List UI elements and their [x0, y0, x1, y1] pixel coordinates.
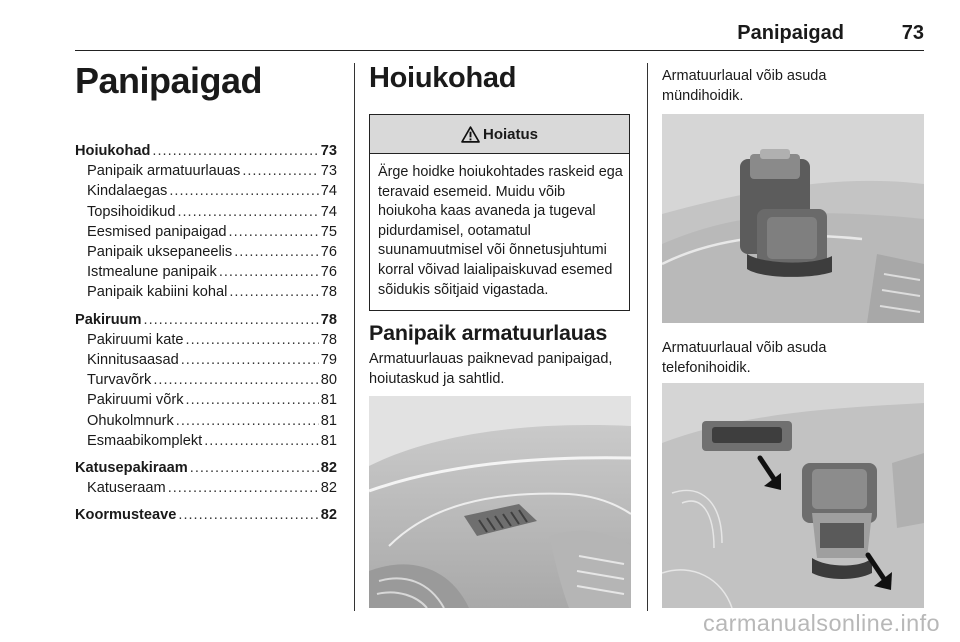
toc-leader-dots [186, 330, 319, 350]
dashboard-storage-photo [369, 396, 631, 608]
toc-leader-dots [176, 411, 319, 431]
toc-entry-title: Topsihoidikud [87, 203, 176, 220]
toc-entry-page: 79 [320, 352, 337, 369]
toc-leader-dots [242, 161, 318, 181]
toc-entry-page: 73 [320, 143, 337, 159]
toc-entry-title: Kindalaegas [87, 183, 168, 200]
toc-leader-dots [229, 282, 318, 302]
toc-leader-dots [186, 390, 319, 410]
header-title: Panipaigad [737, 22, 844, 44]
toc-entry[interactable] [75, 282, 337, 302]
toc-entry-title: Koormusteave [75, 507, 177, 524]
toc-entry[interactable] [75, 222, 337, 242]
toc-entry[interactable] [75, 330, 337, 350]
phone-holder-photo [662, 383, 924, 608]
toc-leader-dots [190, 458, 319, 478]
toc-entry[interactable] [75, 350, 337, 370]
toc-entry-page: 78 [320, 311, 337, 328]
toc-entry-page: 82 [320, 460, 337, 477]
toc-entry[interactable] [75, 262, 337, 282]
toc-entry-page: 80 [320, 372, 337, 389]
toc-leader-dots [229, 222, 319, 242]
toc-entry-title: Pakiruumi kate [87, 331, 184, 348]
toc-entry-page: 78 [320, 331, 337, 348]
cup-holder-text: Armatuurlaual võib asuda mündihoidik. [662, 68, 827, 104]
cup-holder-photo [662, 114, 924, 323]
chapter-title: Panipaigad [75, 60, 263, 101]
toc-section-entry[interactable] [75, 141, 337, 161]
toc-leader-dots [177, 202, 318, 222]
toc-entry[interactable] [75, 202, 337, 222]
warning-box [369, 114, 630, 311]
toc-entry-title: Turvavõrk [87, 372, 152, 389]
toc-entry-page: 81 [320, 392, 337, 409]
toc-entry[interactable] [75, 181, 337, 201]
toc-entry-page: 78 [320, 284, 337, 301]
header-rule [75, 50, 924, 51]
toc-gap [75, 451, 337, 458]
toc-entry[interactable] [75, 161, 337, 181]
toc-entry-title: Eesmised panipaigad [87, 223, 227, 240]
toc-entry-title: Esmaabikomplekt [87, 432, 203, 449]
toc-entry[interactable] [75, 478, 337, 498]
toc-entry-title: Panipaik armatuurlauas [87, 163, 241, 180]
column-divider [354, 63, 355, 611]
warning-triangle-icon [461, 126, 480, 143]
toc-entry-title: Kinnitusaasad [87, 352, 179, 369]
toc-entry[interactable] [75, 242, 337, 262]
toc-entry-title: Katuseraam [87, 480, 166, 497]
toc-entry-page: 82 [320, 480, 337, 497]
toc-leader-dots [219, 262, 319, 282]
toc-leader-dots [152, 141, 318, 161]
warning-label: Hoiatus [482, 125, 538, 143]
page-number: 73 [901, 22, 924, 44]
dashboard-storage-text: Armatuurlauas paiknevad panipaigad, hoiutaskud ja sahtlid. [369, 351, 613, 387]
toc-entry[interactable] [75, 390, 337, 410]
toc-entry-page: 81 [320, 432, 337, 449]
toc-entry-title: Hoiukohad [75, 143, 151, 159]
toc-entry[interactable] [75, 411, 337, 431]
column-divider [647, 63, 648, 611]
toc-section-entry[interactable] [75, 310, 337, 330]
warning-header [370, 115, 629, 154]
toc-entry-title: Istmealune panipaik [87, 264, 217, 281]
toc-gap [75, 303, 337, 310]
toc-entry-title: Pakiruumi võrk [87, 392, 184, 409]
toc-section-entry[interactable] [75, 458, 337, 478]
toc-entry-title: Panipaik kabiini kohal [87, 284, 228, 301]
section-title: Hoiukohad [369, 62, 517, 94]
toc-entry-page: 75 [320, 223, 337, 240]
toc-leader-dots [168, 478, 319, 498]
toc-entry-page: 76 [320, 244, 337, 261]
toc-leader-dots [234, 242, 319, 262]
toc-entry[interactable] [75, 431, 337, 451]
toc-entry-title: Panipaik uksepaneelis [87, 244, 233, 261]
toc-entry-page: 82 [320, 507, 337, 524]
toc-entry[interactable] [75, 370, 337, 390]
toc-leader-dots [169, 181, 318, 201]
toc-section-entry[interactable] [75, 505, 337, 525]
toc-entry-title: Ohukolmnurk [87, 412, 174, 429]
toc-entry-page: 74 [320, 203, 337, 220]
toc-leader-dots [181, 350, 319, 370]
phone-holder-text: Armatuurlaual võib asuda telefonihoidik. [662, 340, 827, 376]
table-of-contents [75, 141, 337, 526]
toc-leader-dots [144, 310, 319, 330]
watermark: carmanualsonline.info [702, 610, 940, 636]
toc-entry-title: Katusepakiraam [75, 460, 188, 477]
warning-text: Ärge hoidke hoiukohtades raskeid ega teravaid esemeid. Muidu võib hoiukoha kaas avaneda ja tugeval pidurdamisel, ootamatul suunamuutmisel või õnnetusjuhtumi korral võivad laialipaiskuvad esemed sõidukis sõitjaid vigastada. [378, 164, 623, 298]
toc-entry-page: 81 [320, 412, 337, 429]
subsection-title: Panipaik armatuurlauas [369, 321, 608, 345]
toc-gap [75, 498, 337, 505]
toc-leader-dots [178, 505, 318, 525]
toc-entry-page: 76 [320, 264, 337, 281]
toc-entry-title: Pakiruum [75, 311, 142, 328]
toc-leader-dots [204, 431, 319, 451]
toc-entry-page: 74 [320, 183, 337, 200]
toc-leader-dots [153, 370, 318, 390]
toc-entry-page: 73 [320, 163, 337, 180]
